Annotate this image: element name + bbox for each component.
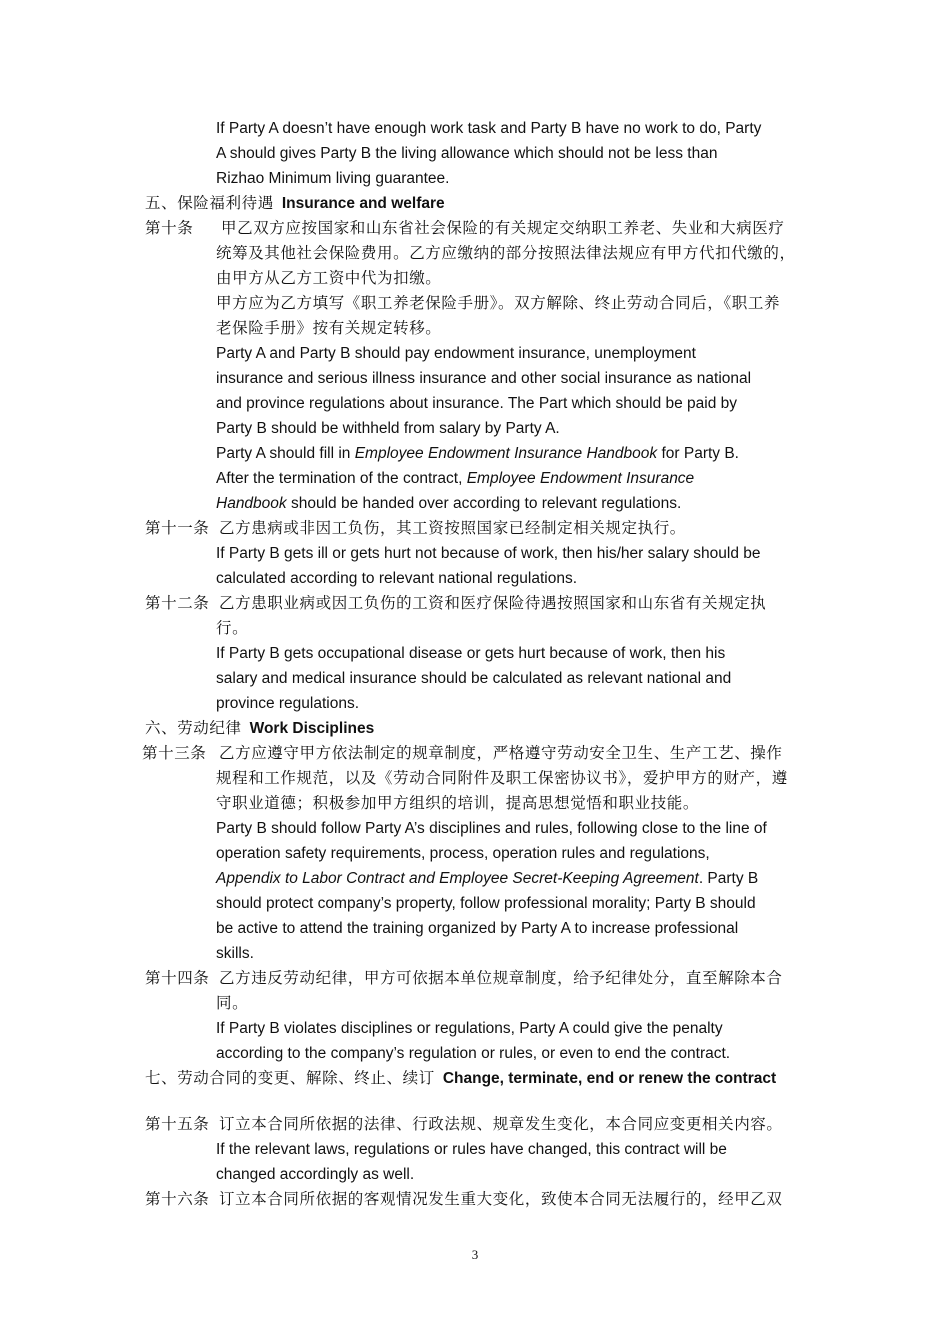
text-line: 订立本合同所依据的客观情况发生重大变化，致使本合同无法履行的，经甲乙双 [219, 1190, 783, 1208]
section-heading-zh: 七、劳动合同的变更、解除、终止、续订 [145, 1069, 435, 1087]
text-line: A should gives Party B the living allowance which should not be less than [216, 145, 718, 162]
text-line: Party B should follow Party A’s disciplines and rules, following close to the line of [216, 820, 767, 837]
text-line: If Party B violates disciplines or regulations, Party A could give the penalty [216, 1020, 723, 1037]
article-number: 第十条 [145, 219, 194, 237]
document-title-italic: Employee Endowment Insurance Handbook [354, 445, 658, 462]
page-number: 3 [471, 1247, 479, 1262]
text-line: salary and medical insurance should be calculated as relevant national and [216, 670, 732, 687]
document-title-italic: Handbook [216, 495, 287, 512]
section-heading-zh: 五、保险福利待遇 [145, 194, 274, 212]
text-line [216, 491, 681, 516]
text-run: Party A should fill in [216, 445, 355, 462]
article-number: 第十一条 [145, 519, 210, 537]
document-title-italic: Employee Endowment Insurance [466, 470, 695, 487]
article-number: 第十三条 [142, 744, 207, 762]
text-line [216, 866, 758, 891]
text-line: Rizhao Minimum living guarantee. [216, 170, 450, 187]
section-heading-6 [145, 716, 374, 741]
article-number: 第十四条 [145, 969, 210, 987]
article-number: 第十五条 [145, 1115, 210, 1133]
text-run: for Party B. [657, 445, 739, 462]
text-line [216, 466, 694, 491]
section-heading-5 [145, 191, 445, 216]
text-line: province regulations. [216, 695, 360, 712]
section-heading-en: Change, terminate, end or renew the contract [442, 1070, 777, 1087]
section-heading-en: Insurance and welfare [281, 195, 445, 212]
text-line: Party B should be withheld from salary by Party A. [216, 420, 560, 437]
text-run: should be handed over according to relevant regulations. [286, 495, 682, 512]
text-line: changed accordingly as well. [216, 1166, 415, 1183]
text-line: If Party B gets ill or gets hurt not because of work, then his/her salary should be [216, 545, 761, 562]
text-line: 乙方患病或非因工负伤，其工资按照国家已经制定相关规定执行。 [219, 519, 686, 537]
text-line: If Party B gets occupational disease or gets hurt because of work, then his [216, 645, 726, 662]
text-line: insurance and serious illness insurance and other social insurance as national [216, 370, 752, 387]
text-line: calculated according to relevant national regulations. [216, 570, 578, 587]
article-number: 第十二条 [145, 594, 210, 612]
text-line: 规程和工作规范，以及《劳动合同附件及职工保密协议书》，爱护甲方的财产，遵 [216, 769, 788, 787]
text-line: 甲乙双方应按国家和山东省社会保险的有关规定交纳职工养老、失业和大病医疗 [221, 219, 785, 237]
section-heading-7 [145, 1066, 776, 1091]
text-line: If Party A doesn’t have enough work task and Party B have no work to do, Party [216, 120, 762, 137]
text-line: 由甲方从乙方工资中代为扣缴。 [216, 269, 442, 287]
text-line: 乙方患职业病或因工负伤的工资和医疗保险待遇按照国家和山东省有关规定执 [219, 594, 767, 612]
text-line: and province regulations about insurance. The Part which should be paid by [216, 395, 738, 412]
text-line: should protect company’s property, follow professional morality; Party B should [216, 895, 756, 912]
article-number: 第十六条 [145, 1190, 210, 1208]
text-line: If the relevant laws, regulations or rules have changed, this contract will be [216, 1141, 727, 1158]
text-line: 乙方违反劳动纪律，甲方可依据本单位规章制度，给予纪律处分，直至解除本合 [219, 969, 783, 987]
text-line: 同。 [216, 994, 249, 1012]
section-heading-en: Work Disciplines [249, 720, 375, 737]
text-line: 乙方应遵守甲方依法制定的规章制度，严格遵守劳动安全卫生、生产工艺、操作 [219, 744, 783, 762]
text-line: 甲方应为乙方填写《职工养老保险手册》。双方解除、终止劳动合同后，《职工养 [216, 294, 781, 312]
text-line: 行。 [216, 619, 249, 637]
text-line: be active to attend the training organized by Party A to increase professional [216, 920, 739, 937]
text-line: according to the company’s regulation or rules, or even to end the contract. [216, 1045, 731, 1062]
text-line: operation safety requirements, process, operation rules and regulations, [216, 845, 710, 862]
text-line: 统筹及其他社会保险费用。乙方应缴纳的部分按照法律法规应有甲方代扣代缴的， [216, 244, 796, 262]
text-line [216, 441, 739, 466]
section-heading-zh: 六、劳动纪律 [145, 719, 242, 737]
text-line: 老保险手册》按有关规定转移。 [216, 319, 442, 337]
text-run: . Party B [698, 870, 759, 887]
text-line: Party A and Party B should pay endowment insurance, unemployment [216, 345, 696, 362]
document-title-italic: Appendix to Labor Contract and Employee Secret-Keeping Agreement [216, 870, 699, 887]
text-line: 订立本合同所依据的法律、行政法规、规章发生变化，本合同应变更相关内容。 [219, 1115, 783, 1133]
text-line: skills. [216, 945, 254, 962]
text-run: After the termination of the contract, [216, 470, 467, 487]
text-line: 守职业道德；积极参加甲方组织的培训，提高思想觉悟和职业技能。 [216, 794, 700, 812]
